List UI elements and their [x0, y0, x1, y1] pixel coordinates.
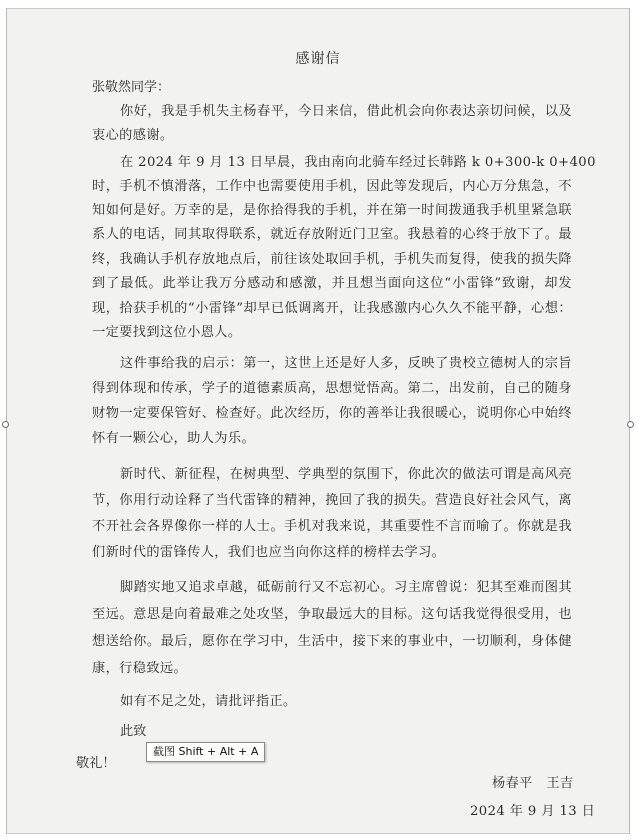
letter-line: 脚踏实地又追求卓越，砥砺前行又不忘初心。习主席曾说：犯其至难而图其	[120, 580, 572, 595]
letter-line: 怀有一颗公心，助人为乐。	[92, 431, 256, 446]
letter-line: 到了最低。此举让我万分感动和感激，并且想当面向这位“小雷锋”致谢，却发	[92, 276, 572, 291]
letter-greeting: 张敬然同学：	[92, 80, 171, 95]
letter-line: 时，手机不慎滑落，工作中也需要使用手机，因此等发现后，内心万分焦急，不	[92, 179, 572, 194]
letter-line: 终，我确认手机存放地点后，前往该处取回手机，手机失而复得，使我的损失降	[92, 252, 572, 267]
letter-line: 你好，我是手机失主杨春平，今日来信，借此机会向你表达亲切问候，以及	[120, 104, 572, 119]
resize-handle-right[interactable]	[627, 421, 634, 428]
letter-line: 至远。意思是向着最难之处攻坚，争取最远大的目标。这句话我觉得很受用，也	[92, 607, 572, 622]
letter-line: 如有不足之处，请批评指正。	[120, 694, 297, 709]
letter-line: 衷心的感谢。	[92, 128, 174, 143]
screenshot-shortcut-tooltip: 截图 Shift + Alt + A	[146, 742, 265, 762]
letter-line: 新时代、新征程，在树典型、学典型的氛围下，你此次的做法可谓是高风亮	[120, 467, 572, 482]
letter-line: 系人的电话，同其取得联系，就近存放附近门卫室。我悬着的心终于放下了。最	[92, 227, 572, 242]
signature: 杨春平 王吉	[492, 776, 574, 791]
letter-line: 知如何是好。万幸的是，是你拾得我的手机，并在第一时间拨通我手机里紧急联	[92, 203, 572, 218]
letter-date: 2024 年 9 月 13 日	[470, 804, 596, 819]
closing-salutation: 此致	[120, 724, 147, 739]
resize-handle-left[interactable]	[2, 421, 9, 428]
letter-line: 在 2024 年 9 月 13 日早晨，我由南向北骑车经过长韩路 k 0+300-k 0+400	[120, 155, 596, 170]
letter-line: 这件事给我的启示：第一，这世上还是好人多，反映了贵校立德树人的宗旨	[120, 356, 572, 371]
letter-line: 节，你用行动诠释了当代雷锋的精神，挽回了我的损失。营造良好社会风气，离	[92, 493, 572, 508]
bottom-strip	[0, 834, 636, 840]
letter-line: 不开社会各界像你一样的人士。手机对我来说，其重要性不言而喻了。你就是我	[92, 519, 572, 534]
letter-line: 得到体现和传承，学子的道德素质高，思想觉悟高。第二，出发前，自己的随身	[92, 381, 572, 396]
letter-line: 财物一定要保管好、检查好。此次经历，你的善举让我很暖心，说明你心中始终	[92, 406, 572, 421]
letter-line: 一定要找到这位小恩人。	[92, 325, 242, 340]
letter-title: 感谢信	[295, 51, 341, 67]
letter-line: 们新时代的雷锋传人，我们也应当向你这样的榜样去学习。	[92, 545, 446, 560]
letter-line: 想送给你。最后，愿你在学习中，生活中，接下来的事业中，一切顺利，身体健	[92, 634, 572, 649]
closing-regards: 敬礼！	[76, 756, 116, 771]
letter-line: 现，拾获手机的“小雷锋”却早已低调离开，让我感激内心久久不能平静，心想：	[92, 301, 572, 316]
letter-line: 康，行稳致远。	[92, 661, 188, 676]
